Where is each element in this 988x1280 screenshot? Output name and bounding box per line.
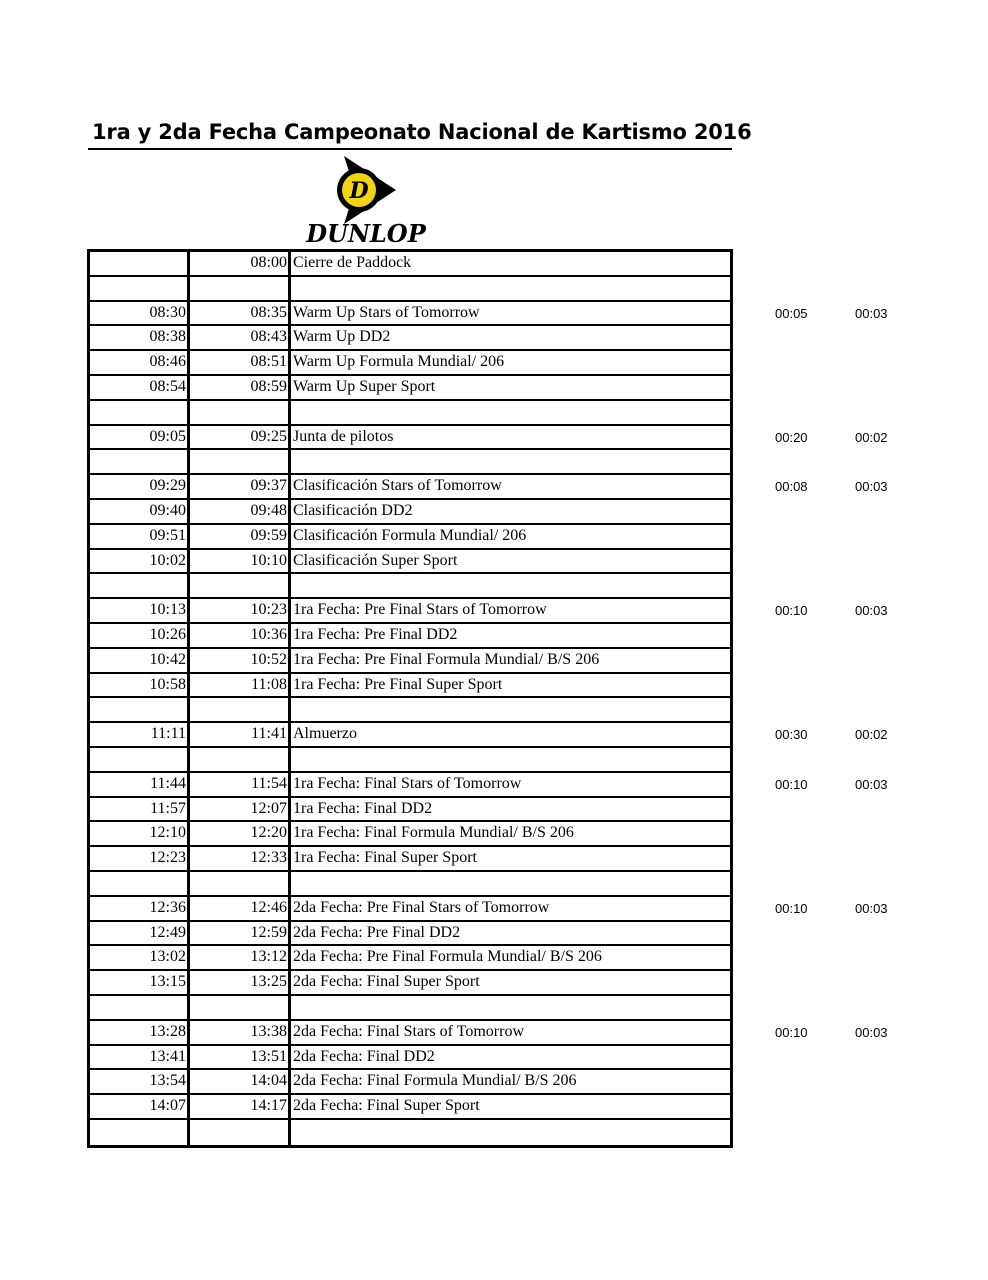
event-cell: Junta de pilotos xyxy=(293,427,394,445)
end-time-cell: 10:52 xyxy=(190,649,291,672)
duration-value: 00:10 xyxy=(775,776,808,792)
event-cell: Almuerzo xyxy=(293,725,357,743)
end-time-cell: 14:04 xyxy=(190,1070,291,1093)
table-row xyxy=(90,376,730,401)
table-row xyxy=(90,426,730,451)
table-row xyxy=(90,500,730,525)
end-time-cell: 12:20 xyxy=(190,822,291,845)
duration-value: 00:10 xyxy=(775,603,808,619)
start-time-cell: 11:57 xyxy=(90,798,190,821)
end-time-cell xyxy=(190,1120,291,1145)
start-time-cell: 13:28 xyxy=(90,1021,190,1044)
event-cell: 1ra Fecha: Final Formula Mundial/ B/S 206 xyxy=(293,824,574,842)
table-row xyxy=(90,624,730,649)
event-cell: 2da Fecha: Final Stars of Tomorrow xyxy=(293,1022,524,1040)
end-time-cell: 12:07 xyxy=(190,798,291,821)
table-row xyxy=(90,1095,730,1120)
duration-value: 00:10 xyxy=(775,900,808,916)
event-cell xyxy=(291,574,730,597)
event-cell: Warm Up Stars of Tomorrow xyxy=(293,303,480,321)
start-time-cell xyxy=(90,1120,190,1145)
start-time-cell: 12:10 xyxy=(90,822,190,845)
end-time-cell: 14:17 xyxy=(190,1095,291,1118)
dunlop-letter: D xyxy=(349,178,369,204)
table-row xyxy=(90,475,730,500)
event-cell: Clasificación DD2 xyxy=(293,501,413,519)
interval-value: 00:03 xyxy=(855,479,888,495)
interval-value: 00:02 xyxy=(855,429,888,445)
event-cell: Clasificación Formula Mundial/ 206 xyxy=(293,526,527,544)
table-row xyxy=(90,698,730,723)
event-cell: 1ra Fecha: Pre Final Formula Mundial/ B/S 206 xyxy=(293,650,600,668)
start-time-cell: 14:07 xyxy=(90,1095,190,1118)
table-row xyxy=(90,550,730,575)
event-cell: Cierre de Paddock xyxy=(293,254,412,271)
table-row xyxy=(90,1120,730,1145)
event-cell: 2da Fecha: Final DD2 xyxy=(293,1047,435,1065)
table-row xyxy=(90,401,730,426)
end-time-cell: 12:59 xyxy=(190,922,291,945)
event-cell: 2da Fecha: Final Formula Mundial/ B/S 206 xyxy=(293,1072,577,1090)
end-time-cell: 13:38 xyxy=(190,1021,291,1044)
end-time-cell xyxy=(190,698,291,721)
start-time-cell xyxy=(90,748,190,771)
end-time-cell: 13:51 xyxy=(190,1046,291,1069)
end-time-cell xyxy=(190,277,291,300)
end-time-cell: 08:51 xyxy=(190,351,291,374)
end-time-cell: 13:25 xyxy=(190,971,291,994)
event-cell xyxy=(291,1120,730,1145)
end-time-cell: 09:59 xyxy=(190,525,291,548)
start-time-cell xyxy=(90,450,190,473)
table-row xyxy=(90,822,730,847)
end-time-cell: 08:00 xyxy=(190,252,291,275)
table-row xyxy=(90,971,730,996)
dunlop-wordmark: DUNLOP xyxy=(306,219,426,248)
table-row xyxy=(90,450,730,475)
start-time-cell: 08:46 xyxy=(90,351,190,374)
table-row xyxy=(90,922,730,947)
start-time-cell: 13:41 xyxy=(90,1046,190,1069)
table-row xyxy=(90,277,730,302)
duration-value: 00:10 xyxy=(775,1024,808,1040)
end-time-cell xyxy=(190,996,291,1019)
end-time-cell: 10:23 xyxy=(190,599,291,622)
start-time-cell: 11:11 xyxy=(90,723,190,746)
start-time-cell: 09:40 xyxy=(90,500,190,523)
start-time-cell xyxy=(90,401,190,424)
end-time-cell: 09:37 xyxy=(190,475,291,498)
interval-value: 00:03 xyxy=(855,1024,888,1040)
end-time-cell xyxy=(190,748,291,771)
end-time-cell: 08:43 xyxy=(190,326,291,349)
end-time-cell: 08:59 xyxy=(190,376,291,399)
table-row xyxy=(90,574,730,599)
end-time-cell xyxy=(190,574,291,597)
event-cell: Warm Up Formula Mundial/ 206 xyxy=(293,353,505,371)
interval-value: 00:03 xyxy=(855,603,888,619)
start-time-cell: 11:44 xyxy=(90,773,190,796)
event-cell: Clasificación Super Sport xyxy=(293,551,458,569)
table-row xyxy=(90,1046,730,1071)
event-cell xyxy=(291,277,730,300)
table-row xyxy=(90,996,730,1021)
table-row xyxy=(90,302,730,327)
event-cell: 2da Fecha: Final Super Sport xyxy=(293,973,480,991)
table-row xyxy=(90,872,730,897)
interval-value: 00:03 xyxy=(855,900,888,916)
start-time-cell xyxy=(90,698,190,721)
start-time-cell: 10:58 xyxy=(90,674,190,697)
start-time-cell: 10:26 xyxy=(90,624,190,647)
event-cell: Warm Up DD2 xyxy=(293,328,391,346)
table-row xyxy=(90,599,730,624)
end-time-cell: 10:10 xyxy=(190,550,291,573)
start-time-cell xyxy=(90,996,190,1019)
event-cell xyxy=(291,872,730,895)
event-cell: 1ra Fecha: Final DD2 xyxy=(293,799,433,817)
start-time-cell: 09:51 xyxy=(90,525,190,548)
end-time-cell: 10:36 xyxy=(190,624,291,647)
table-row xyxy=(90,674,730,699)
end-time-cell: 13:12 xyxy=(190,946,291,969)
table-row xyxy=(90,798,730,823)
event-cell: 2da Fecha: Pre Final Stars of Tomorrow xyxy=(293,898,550,916)
interval-value: 00:02 xyxy=(855,727,888,743)
start-time-cell: 08:30 xyxy=(90,302,190,325)
table-row xyxy=(90,252,730,277)
start-time-cell: 13:54 xyxy=(90,1070,190,1093)
duration-value: 00:05 xyxy=(775,305,808,321)
end-time-cell: 11:41 xyxy=(190,723,291,746)
table-row xyxy=(90,351,730,376)
start-time-cell xyxy=(90,872,190,895)
interval-value: 00:03 xyxy=(855,305,888,321)
table-row xyxy=(90,723,730,748)
end-time-cell: 11:54 xyxy=(190,773,291,796)
duration-value: 00:20 xyxy=(775,429,808,445)
duration-value: 00:08 xyxy=(775,479,808,495)
start-time-cell: 09:05 xyxy=(90,426,190,449)
event-cell: 2da Fecha: Pre Final Formula Mundial/ B/S 206 xyxy=(293,948,602,966)
duration-value: 00:30 xyxy=(775,727,808,743)
start-time-cell xyxy=(90,574,190,597)
table-row xyxy=(90,847,730,872)
table-row xyxy=(90,748,730,773)
start-time-cell: 10:42 xyxy=(90,649,190,672)
end-time-cell: 11:08 xyxy=(190,674,291,697)
end-time-cell xyxy=(190,872,291,895)
end-time-cell xyxy=(190,450,291,473)
start-time-cell: 10:02 xyxy=(90,550,190,573)
end-time-cell: 08:35 xyxy=(190,302,291,325)
start-time-cell: 08:54 xyxy=(90,376,190,399)
table-row xyxy=(90,1070,730,1095)
start-time-cell: 08:38 xyxy=(90,326,190,349)
schedule-table xyxy=(87,249,733,1148)
end-time-cell: 09:48 xyxy=(190,500,291,523)
end-time-cell: 12:46 xyxy=(190,897,291,920)
table-row xyxy=(90,649,730,674)
start-time-cell: 09:29 xyxy=(90,475,190,498)
table-row xyxy=(90,946,730,971)
event-cell: 1ra Fecha: Pre Final DD2 xyxy=(293,625,458,643)
start-time-cell: 12:23 xyxy=(90,847,190,870)
dunlop-logo xyxy=(284,154,446,248)
start-time-cell: 12:36 xyxy=(90,897,190,920)
start-time-cell xyxy=(90,277,190,300)
event-cell: 2da Fecha: Final Super Sport xyxy=(293,1097,480,1115)
table-row xyxy=(90,525,730,550)
event-cell xyxy=(291,401,730,424)
page-title: 1ra y 2da Fecha Campeonato Nacional de Kartismo 2016 xyxy=(88,114,732,150)
table-row xyxy=(90,773,730,798)
interval-value: 00:03 xyxy=(855,776,888,792)
start-time-cell: 13:02 xyxy=(90,946,190,969)
event-cell xyxy=(291,450,730,473)
start-time-cell: 10:13 xyxy=(90,599,190,622)
start-time-cell: 13:15 xyxy=(90,971,190,994)
event-cell xyxy=(291,748,730,771)
event-cell xyxy=(291,996,730,1019)
end-time-cell: 09:25 xyxy=(190,426,291,449)
event-cell: 1ra Fecha: Pre Final Stars of Tomorrow xyxy=(293,601,547,619)
start-time-cell xyxy=(90,252,190,275)
event-cell xyxy=(291,698,730,721)
start-time-cell: 12:49 xyxy=(90,922,190,945)
table-row xyxy=(90,1021,730,1046)
event-cell: 1ra Fecha: Pre Final Super Sport xyxy=(293,675,503,693)
event-cell: 2da Fecha: Pre Final DD2 xyxy=(293,923,461,941)
event-cell: 1ra Fecha: Final Stars of Tomorrow xyxy=(293,774,522,792)
event-cell: 1ra Fecha: Final Super Sport xyxy=(293,849,477,867)
table-row xyxy=(90,326,730,351)
table-row xyxy=(90,897,730,922)
end-time-cell: 12:33 xyxy=(190,847,291,870)
event-cell: Clasificación Stars of Tomorrow xyxy=(293,477,502,495)
end-time-cell xyxy=(190,401,291,424)
event-cell: Warm Up Super Sport xyxy=(293,377,436,395)
